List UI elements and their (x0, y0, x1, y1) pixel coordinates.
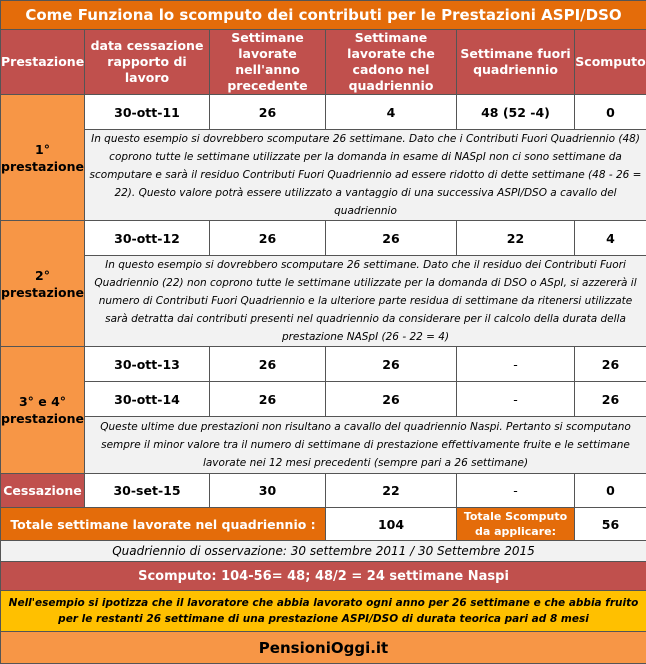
cell-anno: 26 (210, 347, 326, 382)
cell-anno: 26 (210, 221, 326, 256)
totale-scomputo-label: Totale Scomputo da applicare: (457, 508, 575, 541)
cell-scomputo: 0 (575, 474, 646, 508)
cell-scomputo: 0 (575, 95, 646, 130)
scomputo-formula: Scomputo: 104-56= 48; 48/2 = 24 settimane Naspi (1, 562, 646, 591)
cell-quadriennio: 26 (326, 221, 457, 256)
cell-fuori: 48 (52 -4) (457, 95, 575, 130)
brand-footer: PensioniOggi.it (1, 632, 646, 664)
prestazione-34-label: 3° e 4° prestazione (1, 347, 85, 474)
cell-fuori: - (457, 347, 575, 382)
page-title: Come Funziona lo scomputo dei contributi per le Prestazioni ASPI/DSO (1, 1, 646, 30)
cell-quadriennio: 22 (326, 474, 457, 508)
cell-quadriennio: 26 (326, 347, 457, 382)
cell-fuori: - (457, 474, 575, 508)
prestazione-2-label: 2° prestazione (1, 221, 85, 347)
header-prestazione: Prestazione (1, 30, 85, 95)
totale-row (1, 508, 646, 541)
cell-anno: 26 (210, 95, 326, 130)
cell-fuori: - (457, 382, 575, 417)
header-settimane-quadriennio: Settimane lavorate che cadono nel quadriennio (326, 30, 457, 95)
header-settimane-anno: Settimane lavorate nell'anno precedente (210, 30, 326, 95)
cessazione-label: Cessazione (1, 474, 85, 508)
cell-scomputo: 26 (575, 347, 646, 382)
cell-anno: 26 (210, 382, 326, 417)
prestazione-34-note: Queste ultime due prestazioni non risultano a cavallo del quadriennio Naspi. Pertanto si scomputano sempre il minor valore tra il numero di settimane di prestazione effettivamente fruite e le settimane lavorate nei 12 mesi precedenti (sempre pari a 26 settimane) (85, 417, 646, 474)
quadriennio-text: Quadriennio di osservazione: 30 settembre 2011 / 30 Settembre 2015 (1, 541, 646, 562)
prestazione-2-note: In questo esempio si dovrebbero scomputare 26 settimane. Dato che il residuo dei Contributi Fuori Quadriennio (22) non coprono tutte le settimane utilizzate per la domanda di DSO o ASpI, si azzererà il numero di Contributi Fuori Quadriennio e la ulteriore parte residua di settimane da ritenersi utilizzate sarà detratta dai contributi presenti nel quadriennio da considerare per il calcolo della durata della prestazione NASpI (26 - 22 = 4) (85, 256, 646, 347)
cell-quadriennio: 26 (326, 382, 457, 417)
header-settimane-fuori: Settimane fuori quadriennio (457, 30, 575, 95)
cell-data: 30-ott-14 (85, 382, 210, 417)
cell-data: 30-ott-12 (85, 221, 210, 256)
header-scomputo: Scomputo (575, 30, 646, 95)
table-row (1, 221, 646, 256)
totale-value: 104 (326, 508, 457, 541)
table-row (1, 95, 646, 130)
table-row (1, 347, 646, 382)
header-data-cessazione: data cessazione rapporto di lavoro (85, 30, 210, 95)
cell-data: 30-set-15 (85, 474, 210, 508)
cell-data: 30-ott-13 (85, 347, 210, 382)
prestazione-1-label: 1° prestazione (1, 95, 85, 221)
cell-fuori: 22 (457, 221, 575, 256)
cell-anno: 30 (210, 474, 326, 508)
cell-scomputo: 4 (575, 221, 646, 256)
cell-data: 30-ott-11 (85, 95, 210, 130)
totale-scomputo-value: 56 (575, 508, 646, 541)
table-row (1, 474, 646, 508)
prestazione-1-note: In questo esempio si dovrebbero scomputare 26 settimane. Dato che i Contributi Fuori Quadriennio (48) coprono tutte le settimane utilizzate per la domanda in esame di NASpI non ci sono settimane da scomputare e sarà il residuo Contributi Fuori Quadriennio ad essere ridotto di dette settimane (48 - 26 = 22). Questo valore potrà essere utilizzato a vantaggio di una successiva ASPI/DSO a cavallo del quadriennio (85, 130, 646, 221)
totale-label: Totale settimane lavorate nel quadriennio : (1, 508, 326, 541)
header-row (1, 30, 646, 95)
cell-quadriennio: 4 (326, 95, 457, 130)
table-row (1, 382, 646, 417)
ipotesi-text: Nell'esempio si ipotizza che il lavoratore che abbia lavorato ogni anno per 26 settimane e che abbia fruito per le restanti 26 settimane di una prestazione ASPI/DSO di durata teorica pari ad 8 mesi (1, 591, 646, 632)
cell-scomputo: 26 (575, 382, 646, 417)
